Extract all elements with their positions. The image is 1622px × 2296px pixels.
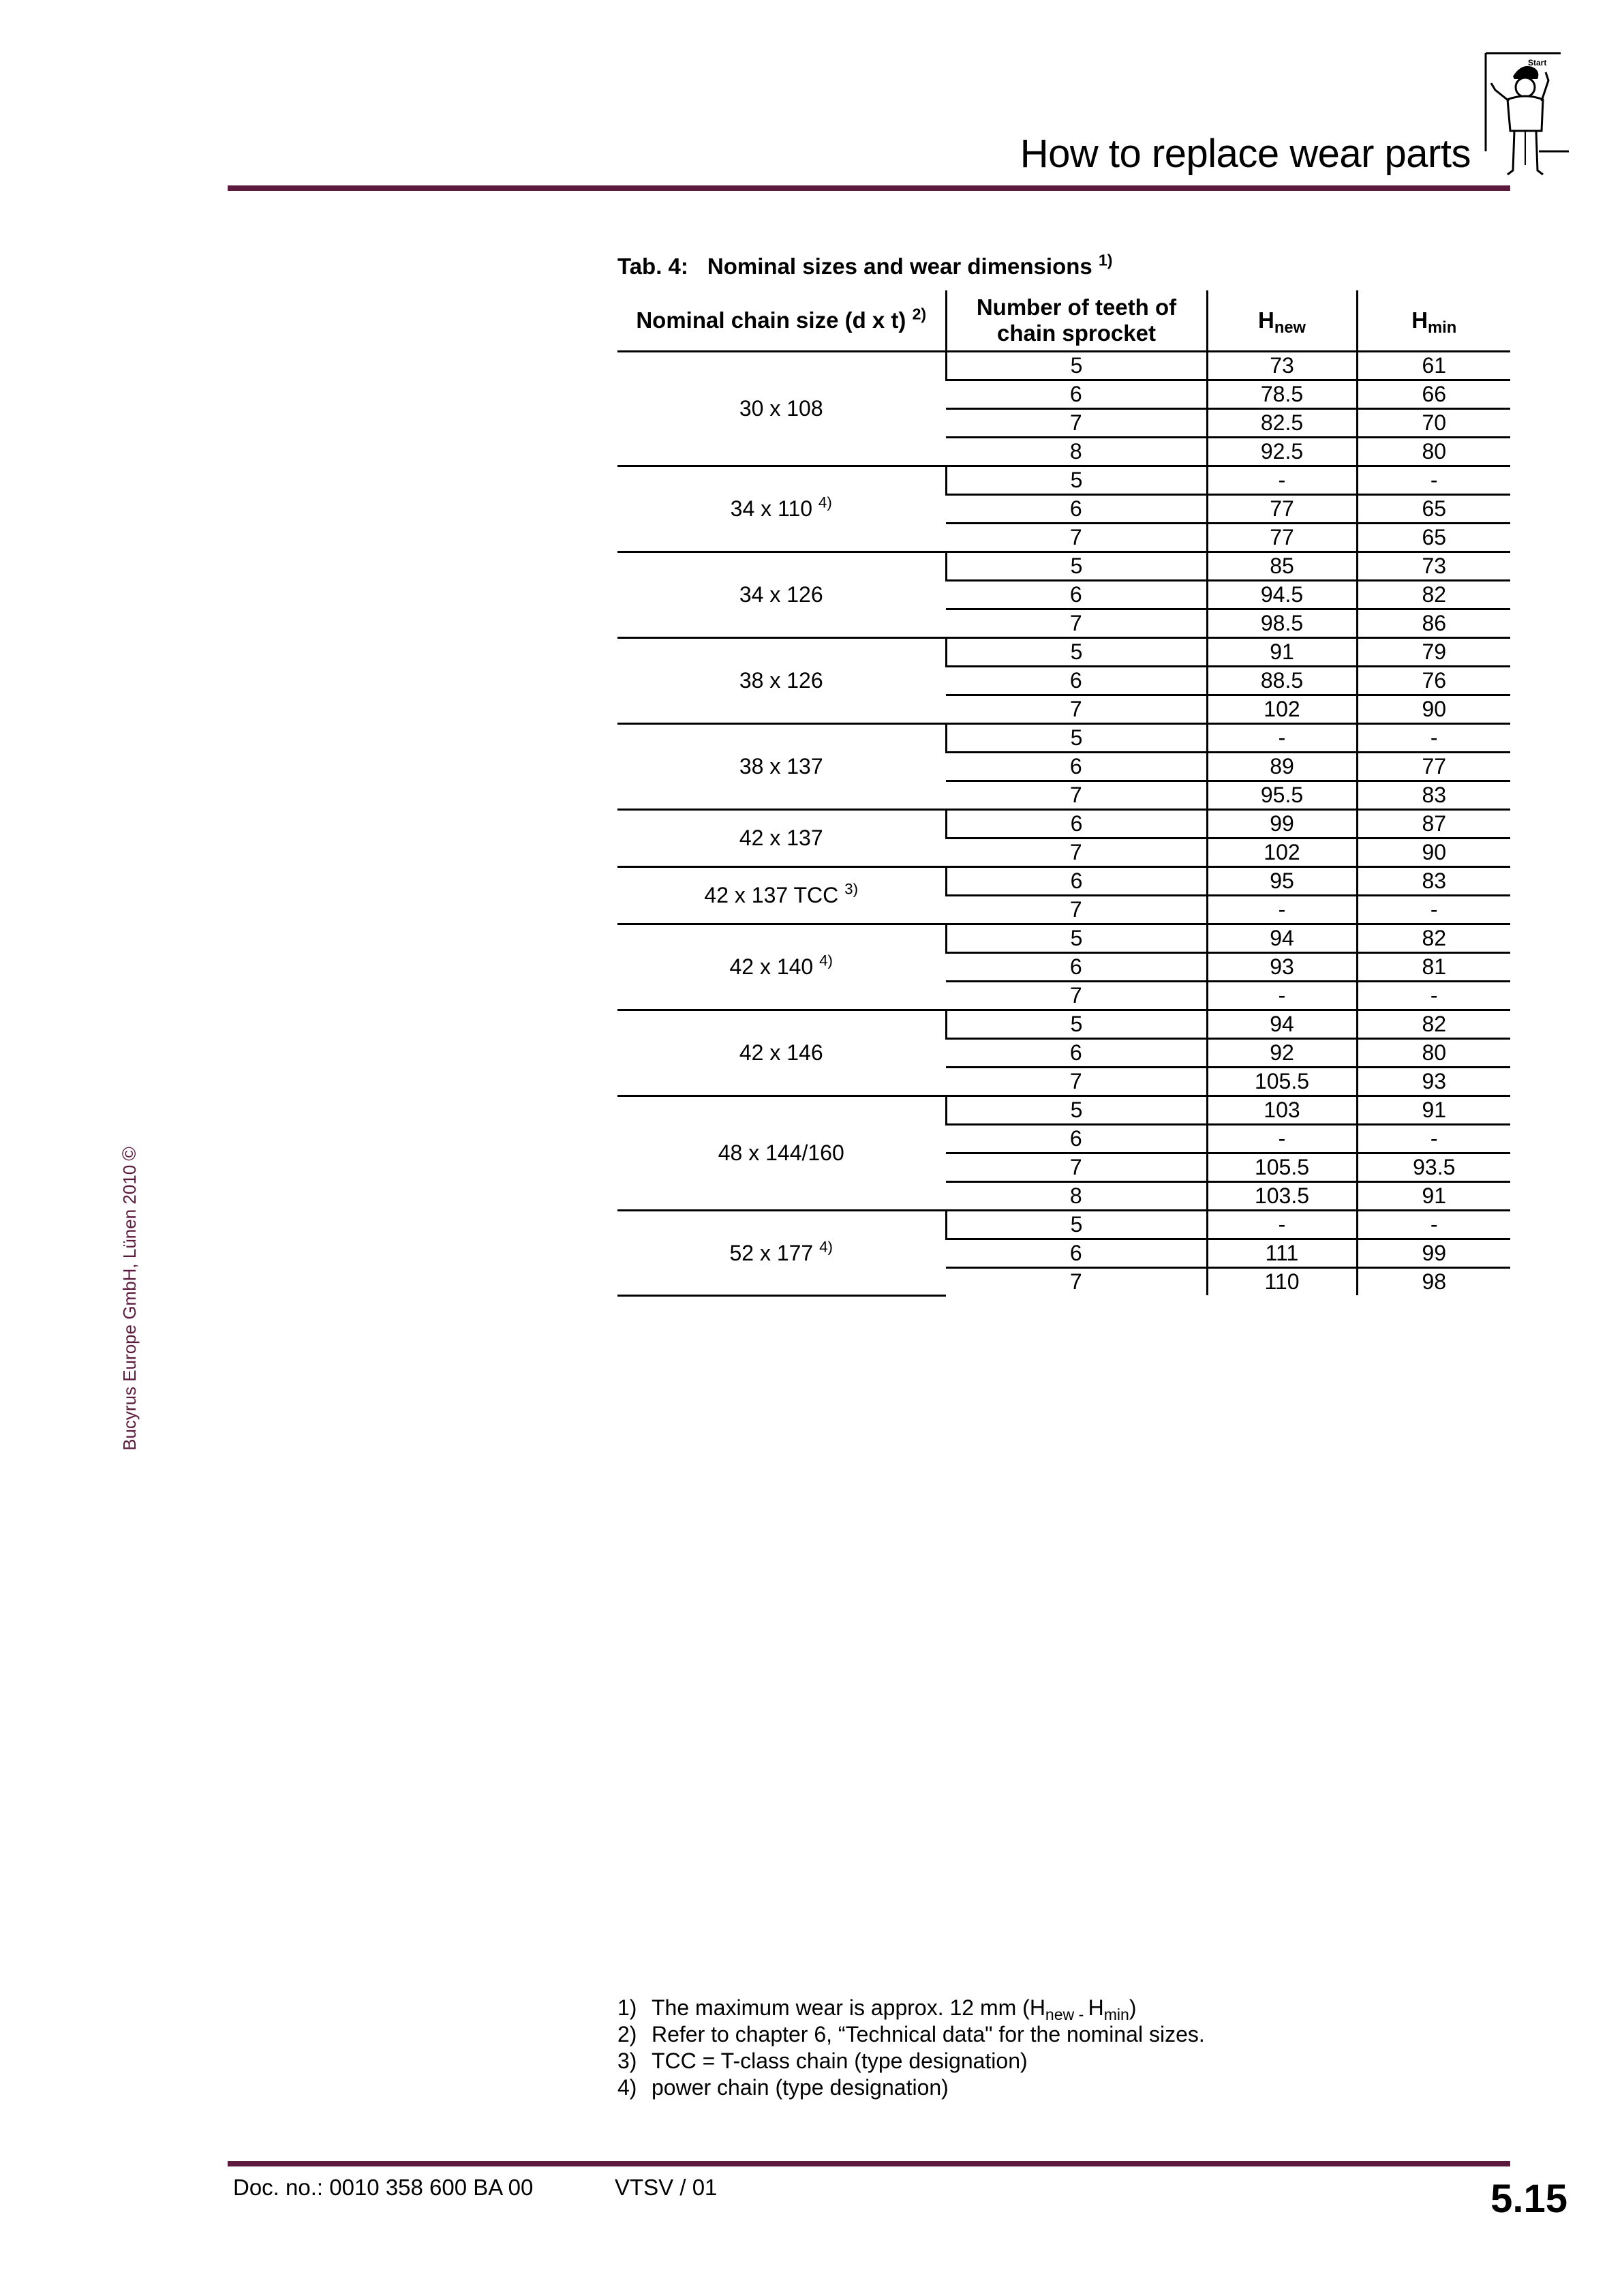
chain-size-cell: 52 x 177 $^{4)}$: [617, 1211, 946, 1296]
teeth-cell: 6: [946, 581, 1207, 609]
teeth-cell: 5: [946, 552, 1207, 581]
h-min-cell: 90: [1357, 839, 1510, 867]
h-new-cell: -: [1207, 724, 1357, 753]
h-min-cell: 80: [1357, 438, 1510, 466]
h-new-cell: 105.5: [1207, 1153, 1357, 1182]
footnote: [617, 2048, 1205, 2074]
table-row: [617, 867, 1510, 896]
teeth-cell: 7: [946, 781, 1207, 810]
h-new-cell: 77: [1207, 524, 1357, 552]
header-rule: [228, 185, 1510, 191]
h-new-cell: 94: [1207, 1010, 1357, 1039]
teeth-cell: 7: [946, 524, 1207, 552]
h-min-cell: 79: [1357, 638, 1510, 667]
chain-size-cell: 48 x 144/160: [617, 1096, 946, 1211]
footnote-text: ): [1129, 1995, 1137, 2020]
chain-size-ref: 3): [844, 880, 859, 898]
footer-rule: [228, 2161, 1510, 2166]
h-new-cell: 103: [1207, 1096, 1357, 1125]
footnote-key: 4): [617, 2075, 637, 2100]
chain-size-ref: 4): [819, 952, 833, 969]
chain-size-cell: 42 x 137 TCC $^{3)}$: [617, 867, 946, 924]
mascot-sign-text: Start: [1528, 58, 1547, 67]
teeth-cell: 6: [946, 380, 1207, 409]
table-row: [617, 552, 1510, 581]
worker-start-icon: [1480, 49, 1569, 185]
h-new-cell: 91: [1207, 638, 1357, 667]
h-min-cell: 83: [1357, 867, 1510, 896]
table-row: [617, 924, 1510, 953]
teeth-cell: 8: [946, 438, 1207, 466]
footnote-text: TCC = T-class chain (type designation): [652, 2049, 1028, 2073]
table-title-ref: 1): [1098, 251, 1113, 269]
page-number: 5.15: [1490, 2177, 1567, 2221]
h-min-cell: 83: [1357, 781, 1510, 810]
chain-size-ref: 4): [819, 1238, 833, 1256]
table-title: Nominal sizes and wear dimensions: [707, 254, 1092, 279]
h-min-cell: 65: [1357, 524, 1510, 552]
page-title: How to replace wear parts: [1020, 132, 1471, 176]
teeth-cell: 7: [946, 695, 1207, 724]
teeth-cell: 7: [946, 896, 1207, 924]
h-min-cell: 77: [1357, 753, 1510, 781]
h-new-cell: 88.5: [1207, 667, 1357, 695]
teeth-cell: 5: [946, 1096, 1207, 1125]
table-row: [617, 466, 1510, 495]
h-min-cell: 82: [1357, 1010, 1510, 1039]
h-new-cell: 99: [1207, 810, 1357, 839]
chain-size-cell: 42 x 140 $^{4)}$: [617, 924, 946, 1010]
h-new-cell: 89: [1207, 753, 1357, 781]
footnote: [617, 1995, 1205, 2021]
h-new-cell: 78.5: [1207, 380, 1357, 409]
teeth-cell: 5: [946, 724, 1207, 753]
footnote-text: min: [1103, 2005, 1129, 2023]
footnote-text: new -: [1045, 2005, 1088, 2023]
h-min-cell: 82: [1357, 581, 1510, 609]
h-min-cell: 65: [1357, 495, 1510, 524]
teeth-cell: 6: [946, 1125, 1207, 1153]
h-new-cell: 98.5: [1207, 609, 1357, 638]
doc-revision: VTSV / 01: [615, 2175, 718, 2200]
h-new-cell: -: [1207, 1211, 1357, 1239]
teeth-cell: 6: [946, 1039, 1207, 1068]
footnote-text: The maximum wear is approx. 12 mm (H: [652, 1995, 1045, 2020]
chain-size-cell: 42 x 137: [617, 810, 946, 867]
header-teeth: Number of teeth of chain sprocket: [946, 290, 1207, 352]
copyright-symbol: ©: [119, 1147, 140, 1161]
footnote-text: H: [1088, 1995, 1104, 2020]
h-min-cell: 66: [1357, 380, 1510, 409]
h-new-cell: 73: [1207, 352, 1357, 380]
h-min-cell: 81: [1357, 953, 1510, 982]
chain-size-cell: 38 x 126: [617, 638, 946, 724]
h-min-cell: 82: [1357, 924, 1510, 953]
h-new-cell: -: [1207, 982, 1357, 1010]
table-number: Tab. 4:: [617, 254, 688, 279]
h-new-cell: 94: [1207, 924, 1357, 953]
h-min-cell: 93: [1357, 1068, 1510, 1096]
table-caption: [617, 251, 1113, 280]
chain-size-cell: 34 x 126: [617, 552, 946, 638]
h-new-cell: 103.5: [1207, 1182, 1357, 1211]
teeth-cell: 8: [946, 1182, 1207, 1211]
h-min-cell: 61: [1357, 352, 1510, 380]
h-min-cell: 90: [1357, 695, 1510, 724]
footnote-key: 1): [617, 1995, 637, 2020]
teeth-cell: 5: [946, 352, 1207, 380]
h-new-cell: -: [1207, 466, 1357, 495]
table-row: [617, 1211, 1510, 1239]
header-h-new: $H_{new}$: [1207, 290, 1357, 352]
h-new-cell: 111: [1207, 1239, 1357, 1268]
table-row: [617, 1010, 1510, 1039]
header-h-min: $H_{min}$: [1357, 290, 1510, 352]
chain-size-ref: 4): [818, 494, 832, 511]
h-new-cell: 95: [1207, 867, 1357, 896]
h-new-cell: 93: [1207, 953, 1357, 982]
h-min-cell: 86: [1357, 609, 1510, 638]
h-min-cell: 91: [1357, 1096, 1510, 1125]
h-min-cell: -: [1357, 1125, 1510, 1153]
table-row: [617, 638, 1510, 667]
teeth-cell: 6: [946, 810, 1207, 839]
footnote-key: 2): [617, 2022, 637, 2046]
h-min-cell: 70: [1357, 409, 1510, 438]
h-new-cell: 94.5: [1207, 581, 1357, 609]
footnote-key: 3): [617, 2049, 637, 2073]
doc-number: Doc. no.: 0010 358 600 BA 00: [233, 2175, 534, 2200]
h-min-cell: -: [1357, 896, 1510, 924]
teeth-cell: 7: [946, 982, 1207, 1010]
copyright-text: Bucyrus Europe GmbH, Lünen 2010: [119, 1164, 140, 1451]
footnote-text: Refer to chapter 6, “Technical data" for the nominal sizes.: [652, 2022, 1205, 2046]
h-new-cell: 95.5: [1207, 781, 1357, 810]
table-row: [617, 724, 1510, 753]
h-new-cell: 82.5: [1207, 409, 1357, 438]
teeth-cell: 6: [946, 867, 1207, 896]
teeth-cell: 7: [1069, 1269, 1082, 1294]
chain-size-cell: 34 x 110 $^{4)}$: [617, 466, 946, 552]
teeth-cell: 6: [946, 667, 1207, 695]
h-new-cell: 85: [1207, 552, 1357, 581]
teeth-cell: 6: [946, 953, 1207, 982]
footnote: [617, 2021, 1205, 2048]
h-min-cell: 99: [1357, 1239, 1510, 1268]
teeth-cell: 7: [946, 609, 1207, 638]
h-min-cell: 98: [1357, 1268, 1510, 1296]
table-header-row: [617, 290, 1510, 352]
table-row: [617, 810, 1510, 839]
h-new-cell: 77: [1207, 495, 1357, 524]
header-chain-size: Nominal chain size (d x t) $^{2)}$: [617, 290, 946, 352]
teeth-cell: 7: [946, 839, 1207, 867]
teeth-cell: 7: [946, 1068, 1207, 1096]
h-new-cell: 92: [1207, 1039, 1357, 1068]
table-row: [617, 352, 1510, 380]
h-new-cell: -: [1207, 896, 1357, 924]
h-min-cell: 80: [1357, 1039, 1510, 1068]
teeth-cell: 6: [946, 495, 1207, 524]
h-new-cell: 110: [1207, 1268, 1357, 1296]
h-min-cell: -: [1357, 1211, 1510, 1239]
h-min-cell: -: [1357, 724, 1510, 753]
chain-size-cell: 38 x 137: [617, 724, 946, 810]
chain-size-cell: 30 x 108: [617, 352, 946, 466]
teeth-cell: 5: [946, 924, 1207, 953]
copyright-note: [119, 1147, 140, 1451]
h-new-cell: 105.5: [1207, 1068, 1357, 1096]
h-new-cell: 92.5: [1207, 438, 1357, 466]
h-min-cell: -: [1357, 466, 1510, 495]
h-new-cell: 102: [1207, 839, 1357, 867]
h-new-cell: 102: [1207, 695, 1357, 724]
teeth-cell: 5: [946, 466, 1207, 495]
h-min-cell: 91: [1357, 1182, 1510, 1211]
teeth-cell: 6: [946, 1239, 1207, 1268]
h-min-cell: -: [1357, 982, 1510, 1010]
teeth-cell: 7: [946, 409, 1207, 438]
h-new-cell: -: [1207, 1125, 1357, 1153]
h-min-cell: 87: [1357, 810, 1510, 839]
wear-dimensions-table: [617, 290, 1510, 1297]
teeth-cell: 5: [946, 638, 1207, 667]
footnote-text: power chain (type designation): [652, 2075, 949, 2100]
teeth-cell: 6: [946, 753, 1207, 781]
h-min-cell: 76: [1357, 667, 1510, 695]
teeth-cell: 5: [946, 1010, 1207, 1039]
teeth-cell: 7: [946, 1153, 1207, 1182]
h-min-cell: 93.5: [1357, 1153, 1510, 1182]
table-row: [617, 1096, 1510, 1125]
chain-size-cell: 42 x 146: [617, 1010, 946, 1096]
h-min-cell: 73: [1357, 552, 1510, 581]
footnote: [617, 2074, 1205, 2101]
footnotes: [617, 1995, 1205, 2101]
teeth-cell: 5: [946, 1211, 1207, 1239]
